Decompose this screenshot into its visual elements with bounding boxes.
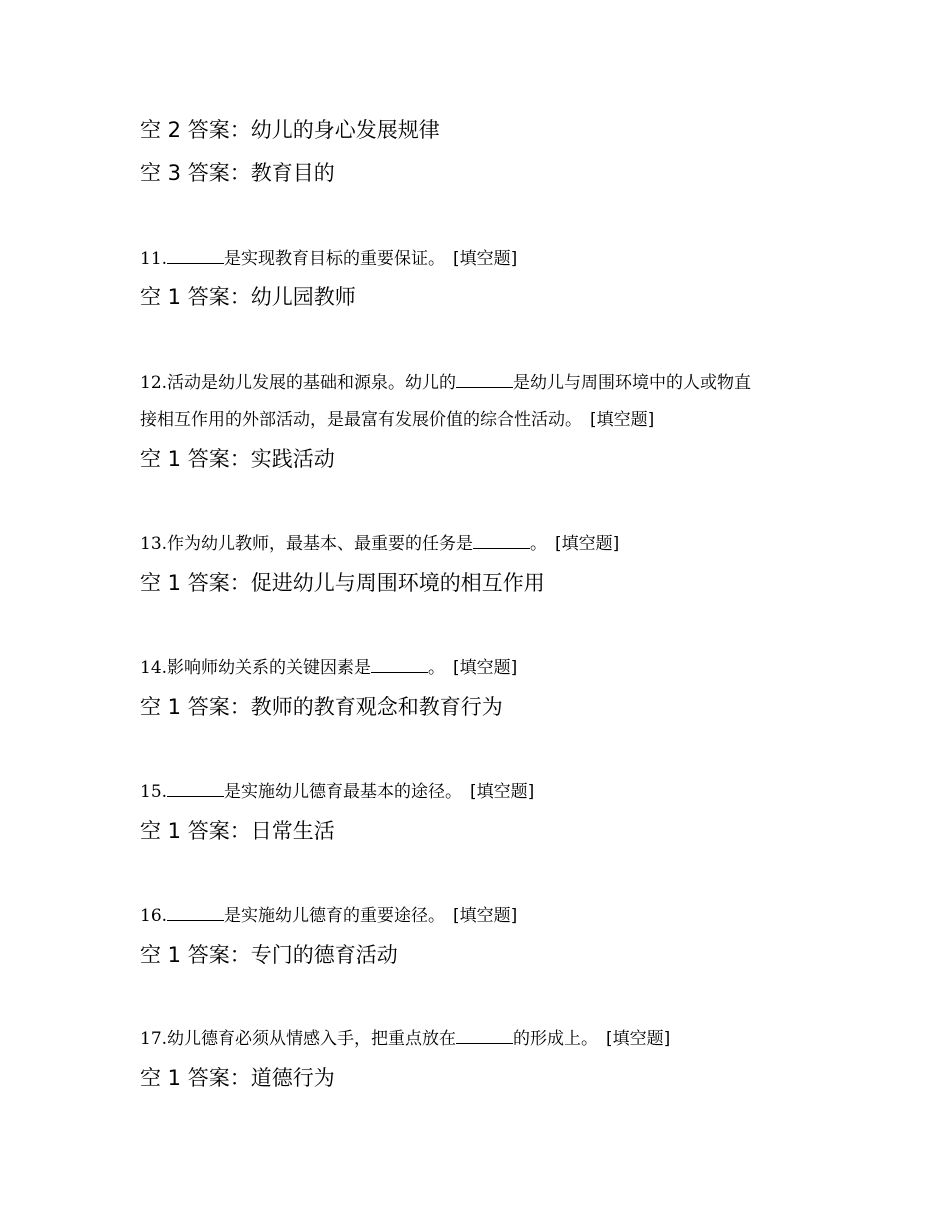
question-type-tag: [填空题] bbox=[453, 249, 518, 269]
question-type-tag: [填空题] bbox=[453, 906, 518, 926]
question-text: 是实施幼儿德育最基本的途径。 bbox=[224, 782, 463, 802]
question-type-tag: [填空题] bbox=[453, 658, 518, 678]
answer-value: 专门的德育活动 bbox=[250, 943, 398, 967]
question-number: 16. bbox=[140, 906, 168, 926]
answer-value: 教师的教育观念和教育行为 bbox=[250, 695, 503, 719]
question-13 bbox=[140, 529, 619, 554]
question-text: 的形成上。 bbox=[513, 1029, 599, 1049]
question-text: 是实现教育目标的重要保证。 bbox=[224, 249, 446, 269]
question-text: 。 bbox=[428, 658, 446, 678]
question-14 bbox=[140, 653, 517, 678]
question-text: 。 bbox=[530, 534, 548, 554]
answer-value: 教育目的 bbox=[250, 161, 335, 185]
answer-label: 空 1 答案： bbox=[140, 943, 251, 967]
fill-blank bbox=[456, 373, 513, 388]
answer-label: 空 1 答案： bbox=[140, 285, 251, 309]
question-text: 影响师幼关系的关键因素是 bbox=[167, 658, 372, 678]
fill-blank bbox=[167, 249, 224, 264]
answer-value: 日常生活 bbox=[250, 819, 335, 843]
question-12-continuation bbox=[140, 405, 654, 430]
question-15 bbox=[140, 777, 534, 802]
answer-value: 幼儿的身心发展规律 bbox=[250, 118, 440, 142]
answer-line bbox=[140, 443, 335, 473]
answer-line-blank-3 bbox=[140, 157, 335, 187]
answer-label: 空 1 答案： bbox=[140, 447, 251, 471]
answer-line bbox=[140, 691, 503, 721]
answer-value: 道德行为 bbox=[250, 1066, 335, 1090]
fill-blank bbox=[456, 1029, 513, 1044]
question-text: 幼儿德育必须从情感入手，把重点放在 bbox=[167, 1029, 457, 1049]
fill-blank bbox=[167, 782, 224, 797]
question-16 bbox=[140, 901, 517, 926]
question-12 bbox=[140, 368, 751, 393]
question-number: 11. bbox=[140, 249, 168, 269]
question-text: 接相互作用的外部活动，是最富有发展价值的综合性活动。 bbox=[140, 410, 582, 430]
question-type-tag: [填空题] bbox=[606, 1029, 671, 1049]
question-type-tag: [填空题] bbox=[590, 410, 655, 430]
answer-label: 空 1 答案： bbox=[140, 819, 251, 843]
answer-label: 空 1 答案： bbox=[140, 571, 251, 595]
question-11 bbox=[140, 244, 517, 269]
question-type-tag: [填空题] bbox=[555, 534, 620, 554]
question-text: 是幼儿与周围环境中的人或物直 bbox=[513, 373, 752, 393]
answer-line bbox=[140, 567, 545, 597]
answer-line-blank-2 bbox=[140, 114, 440, 144]
question-number: 14. bbox=[140, 658, 168, 678]
answer-value: 幼儿园教师 bbox=[250, 285, 356, 309]
question-text: 是实施幼儿德育的重要途径。 bbox=[224, 906, 446, 926]
answer-value: 促进幼儿与周围环境的相互作用 bbox=[250, 571, 545, 595]
question-type-tag: [填空题] bbox=[470, 782, 535, 802]
fill-blank bbox=[473, 534, 530, 549]
question-17 bbox=[140, 1024, 670, 1049]
fill-blank bbox=[371, 658, 428, 673]
fill-blank bbox=[167, 906, 224, 921]
question-number: 12. bbox=[140, 373, 168, 393]
question-number: 15. bbox=[140, 782, 168, 802]
question-number: 13. bbox=[140, 534, 168, 554]
answer-line bbox=[140, 939, 398, 969]
answer-line bbox=[140, 281, 356, 311]
answer-line bbox=[140, 815, 335, 845]
answer-label: 空 2 答案： bbox=[140, 118, 251, 142]
answer-label: 空 1 答案： bbox=[140, 695, 251, 719]
answer-line bbox=[140, 1062, 335, 1092]
answer-label: 空 3 答案： bbox=[140, 161, 251, 185]
question-text: 活动是幼儿发展的基础和源泉。幼儿的 bbox=[167, 373, 457, 393]
answer-label: 空 1 答案： bbox=[140, 1066, 251, 1090]
answer-value: 实践活动 bbox=[250, 447, 335, 471]
question-text: 作为幼儿教师，最基本、最重要的任务是 bbox=[167, 534, 474, 554]
question-number: 17. bbox=[140, 1029, 168, 1049]
